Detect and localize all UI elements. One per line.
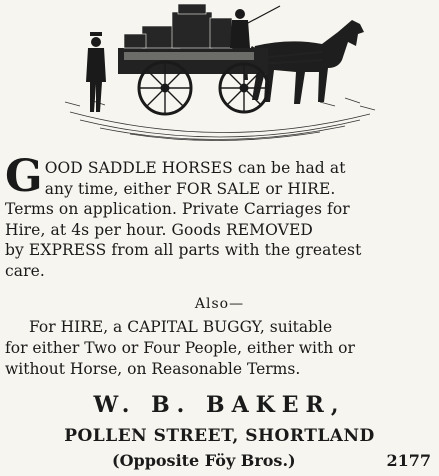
services-line-4: Hire, at 4s per hour. Goods REMOVED <box>5 220 313 239</box>
buggy-line-3: without Horse, on Reasonable Terms. <box>5 360 301 378</box>
driver <box>230 6 280 48</box>
services-line-1: OOD SADDLE HORSES can be had at <box>44 159 346 177</box>
advertiser-landmark: (Opposite Föy Bros.) <box>112 451 296 470</box>
ground-shading <box>65 98 375 141</box>
services-line-5: by EXPRESS from all parts with the greatest <box>5 241 362 259</box>
horse-wagon-engraving <box>60 2 380 144</box>
advertiser-street: POLLEN STREET, SHORTLAND <box>64 426 375 446</box>
buggy-line-1: For HIRE, a CAPITAL BUGGY, suitable <box>29 318 333 336</box>
also-heading: Also— <box>194 296 245 312</box>
standing-man <box>86 32 106 112</box>
drop-cap: G <box>5 151 43 202</box>
services-line-2: any time, either FOR SALE or HIRE. <box>44 179 336 198</box>
services-line-3: Terms on application. Private Carriages for <box>5 200 350 218</box>
services-line-6: care. <box>5 261 45 280</box>
buggy-line-2: for either Two or Four People, either with or <box>5 339 355 357</box>
services-paragraph <box>5 151 433 281</box>
ad-reference-number: 2177 <box>386 451 431 470</box>
advertiser-name: W. B. BAKER, <box>93 392 346 418</box>
luggage <box>124 4 232 48</box>
buggy-paragraph <box>5 317 435 380</box>
